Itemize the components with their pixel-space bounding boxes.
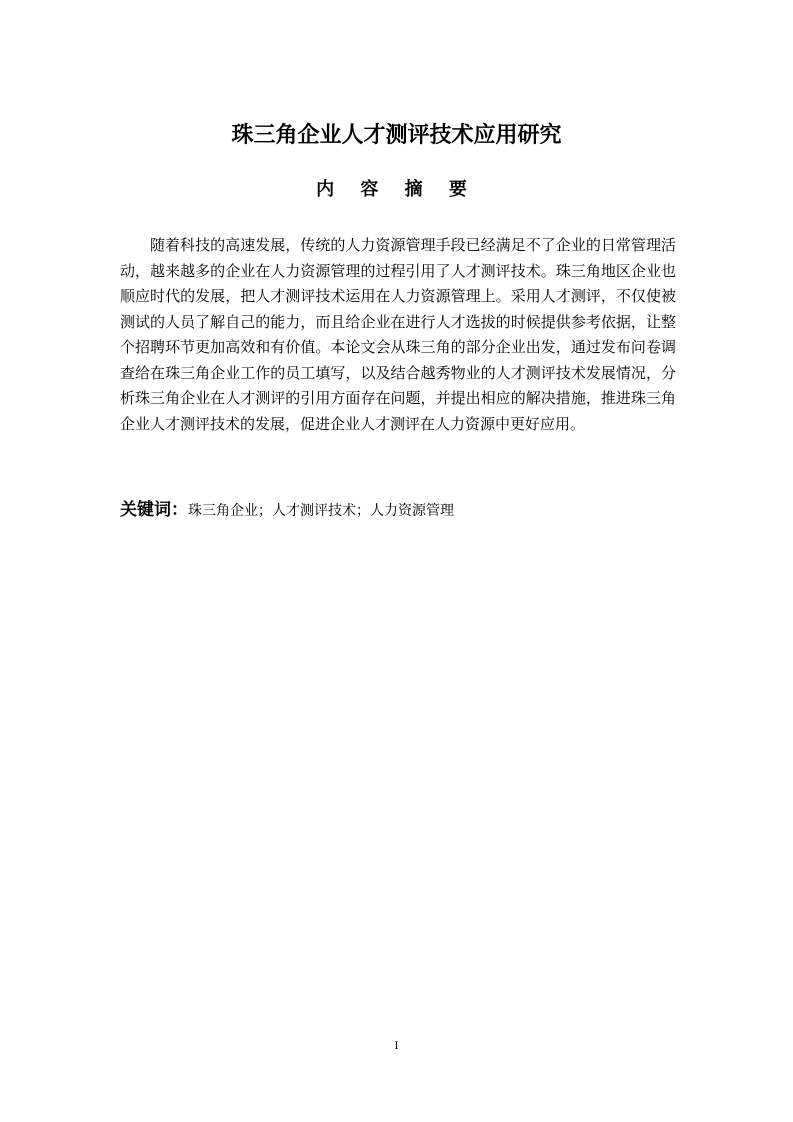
keyword-separator: ； <box>258 503 272 519</box>
page-number: I <box>394 1041 399 1052</box>
keywords-label: 关键词： <box>120 500 188 520</box>
keyword-item: 人才测评技术 <box>272 503 356 519</box>
keyword-item: 人力资源管理 <box>370 503 454 519</box>
document-title: 珠三角企业人才测评技术应用研究 <box>231 123 562 148</box>
keyword-separator: ； <box>356 503 370 519</box>
abstract-paragraph: 随着科技的高速发展，传统的人力资源管理手段已经满足不了企业的日常管理活动，越来越多的企业在人力资源管理的过程引用了人才测评技术。珠三角地区企业也顺应时代的发展，把人才测评技术运用在人力资源管理上。采用人才测评，不仅使被测试的人员了解自己的能力，而且给企业在进行人才选拔的时候提供参考依据，让整个招聘环节更加高效和有价值。本论文会从珠三角的部分企业出发，通过发布问卷调查给在珠三角企业工作的员工填写，以及结合越秀物业的人才测评技术发展情况，分析珠三角企业在人才测评的引用方面存在问题，并提出相应的解决措施，推进珠三角企业人才测评技术的发展，促进企业人才测评在人力资源中更好应用。 <box>120 236 676 433</box>
abstract-heading: 内 容 摘 要 <box>316 179 477 200</box>
keyword-item: 珠三角企业 <box>188 503 258 519</box>
keywords-line <box>120 496 676 525</box>
